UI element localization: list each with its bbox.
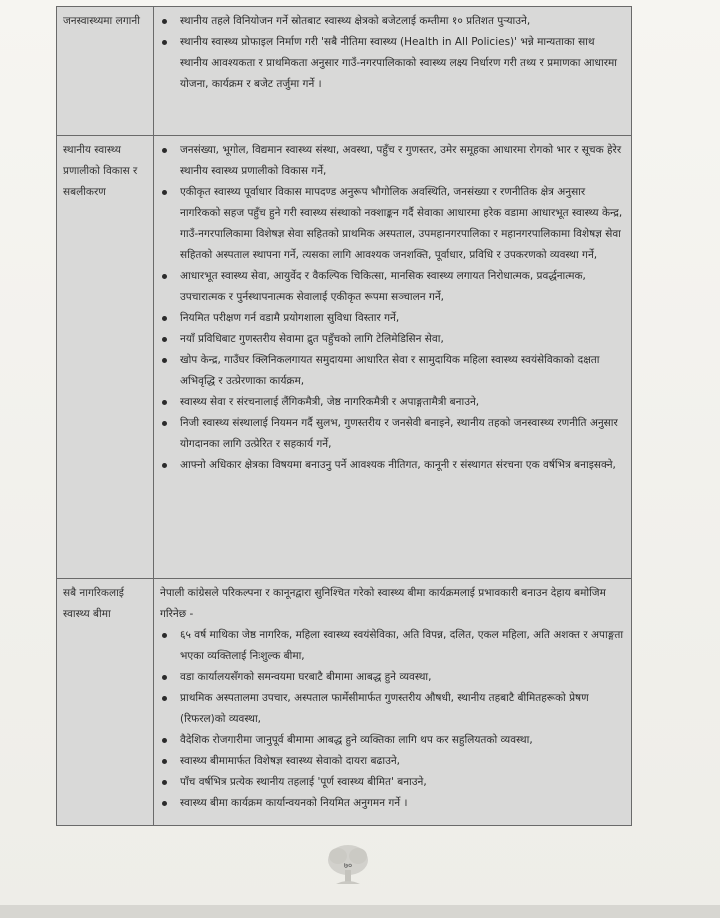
list-item: निजी स्वास्थ्य संस्थालाई नियमन गर्दै सुलभ, गुणस्तरीय र जनसेवी बनाइने, स्थानीय तहको जनस्वास्थ्य रणनीति अनुसार योगदानका लागि उत्प्रेरित र सहकार्य गर्ने, bbox=[160, 413, 625, 455]
policy-table bbox=[56, 6, 632, 826]
table-row bbox=[57, 579, 632, 826]
list-item: आधारभूत स्वास्थ्य सेवा, आयुर्वेद र वैकल्पिक चिकित्सा, मानसिक स्वास्थ्य लगायत निरोधात्मक, प्रवर्द्धनात्मक, उपचारात्मक र पुर्नस्थापनात्मक सेवालाई एकीकृत रूपमा सञ्चालन गर्ने, bbox=[160, 266, 625, 308]
page-footer bbox=[322, 842, 374, 888]
list-item: आफ्नो अधिकार क्षेत्रका विषयमा बनाउनु पर्ने आवश्यक नीतिगत, कानूनी र संस्थागत संरचना एक वर्षभित्र बनाइसक्ने, bbox=[160, 455, 625, 476]
list-item: प्राथमिक अस्पतालमा उपचार, अस्पताल फार्मेसीमार्फत गुणस्तरीय औषधी, स्थानीय तहबाटै बीमितहरूको प्रेषण (रिफरल)को व्यवस्था, bbox=[160, 688, 625, 730]
bullet-list bbox=[160, 625, 625, 814]
list-item: ६५ वर्ष माथिका जेष्ठ नागरिक, महिला स्वास्थ्य स्वयंसेविका, अति विपन्न, दलित, एकल महिला, अति अशक्त र अपाङ्गता भएका व्यक्तिलाई निःशुल्क बीमा, bbox=[160, 625, 625, 667]
bullet-list bbox=[160, 11, 625, 95]
list-item: स्वास्थ्य सेवा र संरचनालाई लैंगिकमैत्री, जेष्ठ नागरिकमैत्री र अपाङ्गतामैत्री बनाउने, bbox=[160, 392, 625, 413]
list-item: एकीकृत स्वास्थ्य पूर्वाधार विकास मापदण्ड अनुरूप भौगोलिक अवस्थिति, जनसंख्या र रणनीतिक क्षेत्र अनुसार नागरिकको सहज पहुँच हुने गरी स्वास्थ्य संस्थाको नक्शाङ्कन गर्दै सेवाका आधारमा हरेक वडामा आधारभूत स्वास्थ्य केन्द्र, गाउँ-नगरपालिकामा विशेषज्ञ सेवा सहितको प्राथमिक अस्पताल, उपमहानगरपालिका र महानगरपालिकामा विशेषज्ञ सेवा सहितको अस्पताल स्थापना गर्ने, त्यसका लागि आवश्यक जनशक्ति, पूर्वाधार, प्रविधि र उपकरणको व्यवस्था गर्ने, bbox=[160, 182, 625, 266]
row-content bbox=[154, 7, 632, 136]
list-item: नयाँ प्रविधिबाट गुणस्तरीय सेवामा द्रुत पहुँचको लागि टेलिमेडिसिन सेवा, bbox=[160, 329, 625, 350]
list-item: स्वास्थ्य बीमा कार्यक्रम कार्यान्वयनको नियमित अनुगमन गर्ने । bbox=[160, 793, 625, 814]
row-label: जनस्वास्थ्यमा लगानी bbox=[57, 7, 154, 136]
row-content bbox=[154, 136, 632, 579]
table-row bbox=[57, 7, 632, 136]
list-item: स्थानीय स्वास्थ्य प्रोफाइल निर्माण गरी 'सबै नीतिमा स्वास्थ्य (Health in All Policies)' भन्ने मान्यताका साथ स्थानीय आवश्यकता र प्राथमिकता अनुसार गाउँ-नगरपालिकाको स्वास्थ्य लक्ष्य निर्धारण गरी तथ्य र प्रमाणका आधारमा योजना, कार्यक्रम र बजेट तर्जुमा गर्ने । bbox=[160, 32, 625, 95]
row-content bbox=[154, 579, 632, 826]
row-label: स्थानीय स्वास्थ्य प्रणालीको विकास र सबलीकरण bbox=[57, 136, 154, 579]
list-item: नियमित परीक्षण गर्न वडामै प्रयोगशाला सुविधा विस्तार गर्ने, bbox=[160, 308, 625, 329]
list-item: जनसंख्या, भूगोल, विद्यमान स्वास्थ्य संस्था, अवस्था, पहुँच र गुणस्तर, उमेर समूहका आधारमा रोगको भार र सूचक हेरेर स्थानीय स्वास्थ्य प्रणालीको विकास गर्ने, bbox=[160, 140, 625, 182]
table-row bbox=[57, 136, 632, 579]
bullet-list bbox=[160, 140, 625, 476]
list-item: स्वास्थ्य बीमामार्फत विशेषज्ञ स्वास्थ्य सेवाको दायरा बढाउने, bbox=[160, 751, 625, 772]
bottom-edge bbox=[0, 905, 720, 918]
row-intro: नेपाली कांग्रेसले परिकल्पना र कानूनद्वारा सुनिश्चित गरेको स्वास्थ्य बीमा कार्यक्रमलाई प्रभावकारी बनाउन देहाय बमोजिम गरिनेछ - bbox=[160, 587, 606, 620]
list-item: वडा कार्यालयसँगको समन्वयमा घरबाटै बीमामा आबद्ध हुने व्यवस्था, bbox=[160, 667, 625, 688]
list-item: वैदेशिक रोजगारीमा जानुपूर्व बीमामा आबद्ध हुने व्यक्तिका लागि थप कर सहुलियतको व्यवस्था, bbox=[160, 730, 625, 751]
list-item: खोप केन्द्र, गाउँघर क्लिनिकलगायत समुदायमा आधारित सेवा र सामुदायिक महिला स्वास्थ्य स्वयंसेविकाको दक्षता अभिवृद्धि र उत्प्रेरणाका कार्यक्रम, bbox=[160, 350, 625, 392]
list-item: पाँच वर्षभित्र प्रत्येक स्थानीय तहलाई 'पूर्ण स्वास्थ्य बीमित' बनाउने, bbox=[160, 772, 625, 793]
page-number: ७० bbox=[343, 861, 353, 870]
row-label: सबै नागरिकलाई स्वास्थ्य बीमा bbox=[57, 579, 154, 826]
list-item: स्थानीय तहले विनियोजन गर्ने स्रोतबाट स्वास्थ्य क्षेत्रको बजेटलाई कम्तीमा १० प्रतिशत पुऱ्याउने, bbox=[160, 11, 625, 32]
